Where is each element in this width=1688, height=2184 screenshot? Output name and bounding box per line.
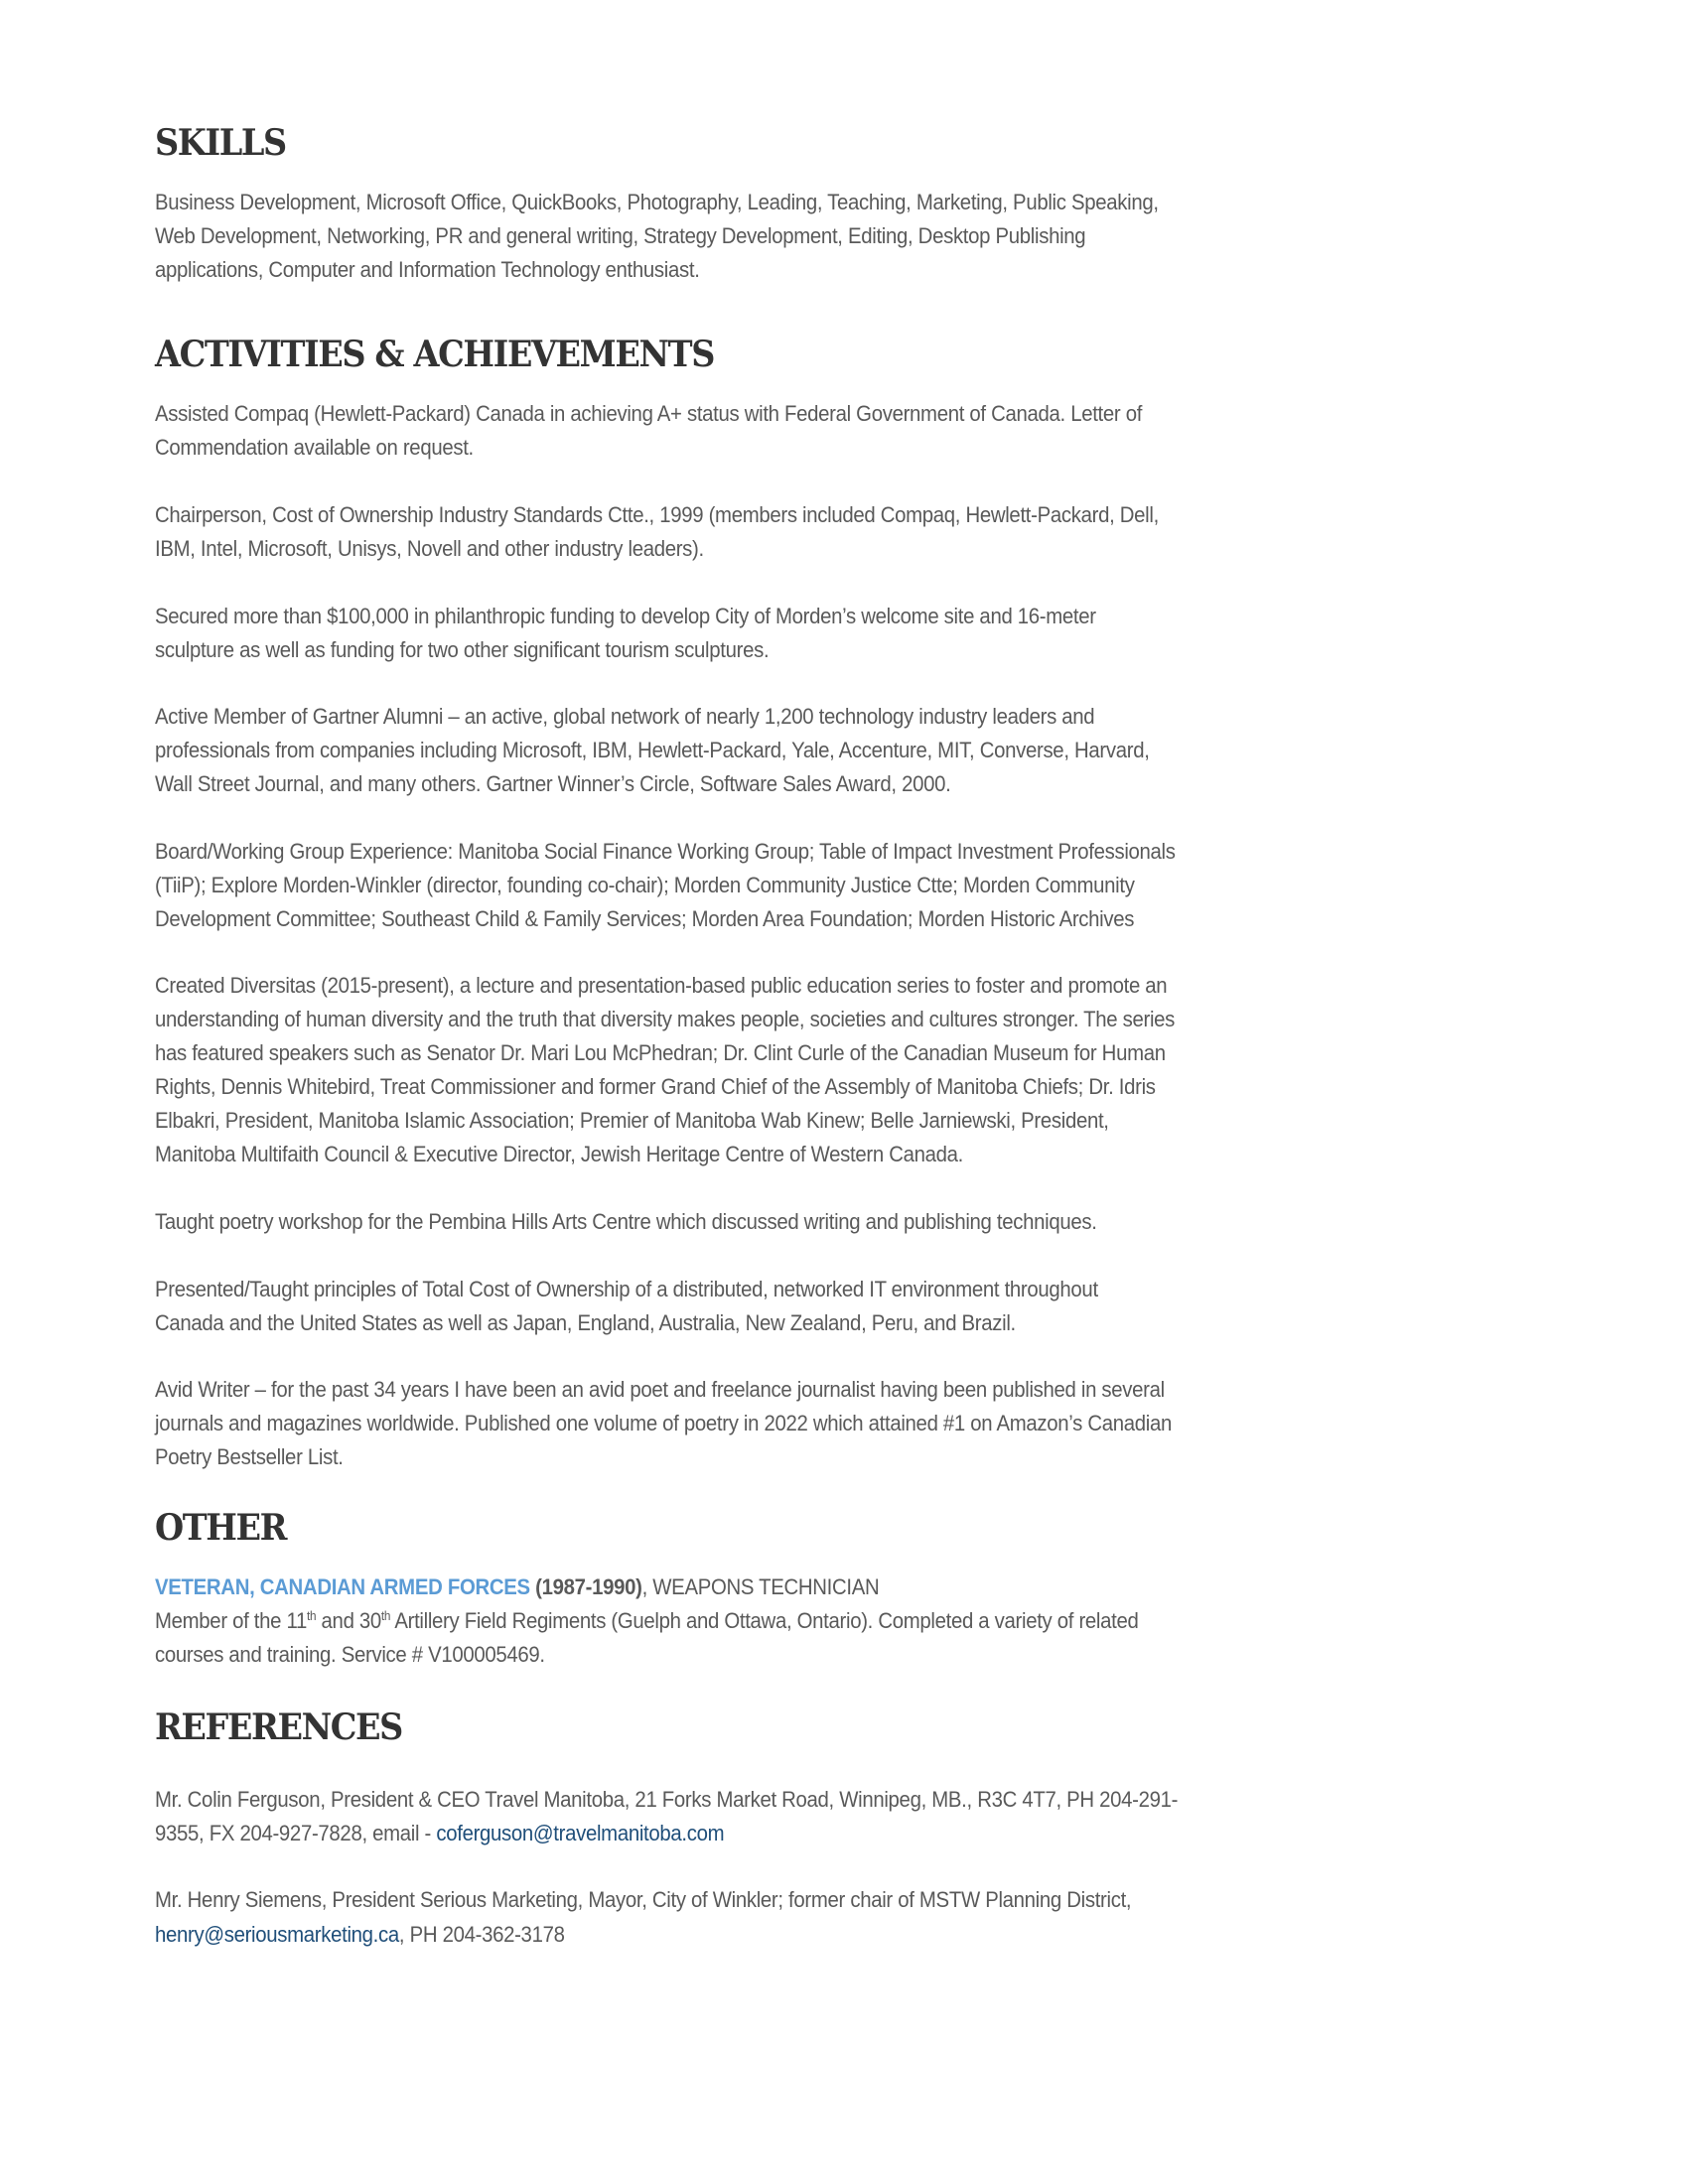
activity-line: has featured speakers such as Senator Dr. Mari Lou McPhedran; Dr. Clint Curle of the Canadian Museum for Human bbox=[155, 1040, 1166, 1065]
activity-line: Manitoba Multifaith Council & Executive Director, Jewish Heritage Centre of Western Canada. bbox=[155, 1142, 963, 1166]
skills-line: applications, Computer and Information Technology enthusiast. bbox=[155, 257, 700, 282]
email-link-ferguson[interactable]: coferguson@travelmanitoba.com bbox=[436, 1821, 725, 1845]
reference-contact: , PH 204-362-3178 bbox=[398, 1922, 565, 1947]
reference-contact: 9355, FX 204-927-7828, email - bbox=[155, 1821, 437, 1845]
activity-line: Created Diversitas (2015-present), a lecture and presentation-based public education series to foster and promote an bbox=[155, 973, 1168, 998]
activity-line: Active Member of Gartner Alumni – an active, global network of nearly 1,200 technology industry leaders and bbox=[155, 704, 1095, 729]
veteran-role: VETERAN, CANADIAN ARMED FORCES bbox=[155, 1574, 530, 1599]
references-heading: REFERENCES bbox=[155, 1706, 402, 1748]
activities-heading: ACTIVITIES & ACHIEVEMENTS bbox=[155, 334, 714, 375]
skills-line: Business Development, Microsoft Office, QuickBooks, Photography, Leading, Teaching, Marketing, Public Speaking, bbox=[155, 190, 1159, 214]
activity-line: journals and magazines worldwide. Published one volume of poetry in 2022 which attained #1 on Amazon’s Canadian bbox=[155, 1411, 1172, 1435]
activity-line: understanding of human diversity and the truth that diversity makes people, societies and cultures stronger. The series bbox=[155, 1007, 1176, 1031]
email-link-siemens[interactable]: henry@seriousmarketing.ca bbox=[155, 1922, 399, 1947]
reference-line bbox=[155, 1820, 724, 1847]
activity-line: Poetry Bestseller List. bbox=[155, 1444, 344, 1469]
veteran-title-line bbox=[155, 1573, 879, 1601]
activity-line: Wall Street Journal, and many others. Gartner Winner’s Circle, Software Sales Award, 2000. bbox=[155, 771, 951, 796]
activity-line: Canada and the United States as well as Japan, England, Australia, New Zealand, Peru, and Brazil. bbox=[155, 1310, 1016, 1335]
reference-line bbox=[155, 1921, 565, 1949]
activity-line: Elbakri, President, Manitoba Islamic Association; Premier of Manitoba Wab Kinew; Belle Jarniewski, President, bbox=[155, 1108, 1109, 1133]
activity-line: Avid Writer – for the past 34 years I have been an avid poet and freelance journalist having been published in several bbox=[155, 1377, 1165, 1402]
veteran-years: (1987-1990) bbox=[535, 1574, 642, 1599]
activity-line: Secured more than $100,000 in philanthropic funding to develop City of Morden’s welcome site and 16-meter bbox=[155, 604, 1096, 628]
reference-line: Mr. Henry Siemens, President Serious Marketing, Mayor, City of Winkler; former chair of MSTW Planning District, bbox=[155, 1887, 1132, 1912]
veteran-detail-prefix: Member of the 11 bbox=[155, 1608, 308, 1633]
activity-line: Rights, Dennis Whitebird, Treat Commissioner and former Grand Chief of the Assembly of Manitoba Chiefs; Dr. Idris bbox=[155, 1074, 1156, 1099]
skills-line: Web Development, Networking, PR and general writing, Strategy Development, Editing, Desktop Publishing bbox=[155, 223, 1086, 248]
ordinal-suffix: th bbox=[307, 1608, 317, 1623]
activity-line: professionals from companies including Microsoft, IBM, Hewlett-Packard, Yale, Accenture, MIT, Converse, Harvard, bbox=[155, 738, 1150, 762]
activity-line: Taught poetry workshop for the Pembina Hills Arts Centre which discussed writing and publishing techniques. bbox=[155, 1209, 1097, 1234]
other-heading: OTHER bbox=[155, 1507, 287, 1549]
veteran-position: , WEAPONS TECHNICIAN bbox=[641, 1574, 880, 1599]
activity-line: Commendation available on request. bbox=[155, 435, 474, 460]
activity-line: Board/Working Group Experience: Manitoba Social Finance Working Group; Table of Impact Investment Professionals bbox=[155, 839, 1176, 864]
activity-line: Assisted Compaq (Hewlett-Packard) Canada in achieving A+ status with Federal Government of Canada. Letter of bbox=[155, 401, 1143, 426]
veteran-detail-mid: and 30 bbox=[316, 1608, 381, 1633]
activity-line: (TiiP); Explore Morden-Winkler (director, founding co-chair); Morden Community Justice Ctte; Morden Community bbox=[155, 873, 1135, 897]
activity-line: Presented/Taught principles of Total Cost of Ownership of a distributed, networked IT environment throughout bbox=[155, 1277, 1098, 1301]
activity-line: IBM, Intel, Microsoft, Unisys, Novell and other industry leaders). bbox=[155, 536, 704, 561]
veteran-detail-rest: Artillery Field Regiments (Guelph and Ottawa, Ontario). Completed a variety of related bbox=[390, 1608, 1139, 1633]
reference-line: Mr. Colin Ferguson, President & CEO Travel Manitoba, 21 Forks Market Road, Winnipeg, MB., R3C 4T7, PH 204-291- bbox=[155, 1787, 1179, 1812]
ordinal-suffix: th bbox=[380, 1608, 391, 1623]
activity-line: Chairperson, Cost of Ownership Industry Standards Ctte., 1999 (members included Compaq, Hewlett-Packard, Dell, bbox=[155, 502, 1159, 527]
activity-line: Development Committee; Southeast Child & Family Services; Morden Area Foundation; Morden Historic Archives bbox=[155, 906, 1135, 931]
skills-heading: SKILLS bbox=[155, 122, 286, 164]
activity-line: sculpture as well as funding for two other significant tourism sculptures. bbox=[155, 637, 770, 662]
veteran-detail-line bbox=[155, 1607, 1138, 1635]
veteran-detail-line: courses and training. Service # V100005469. bbox=[155, 1642, 545, 1667]
